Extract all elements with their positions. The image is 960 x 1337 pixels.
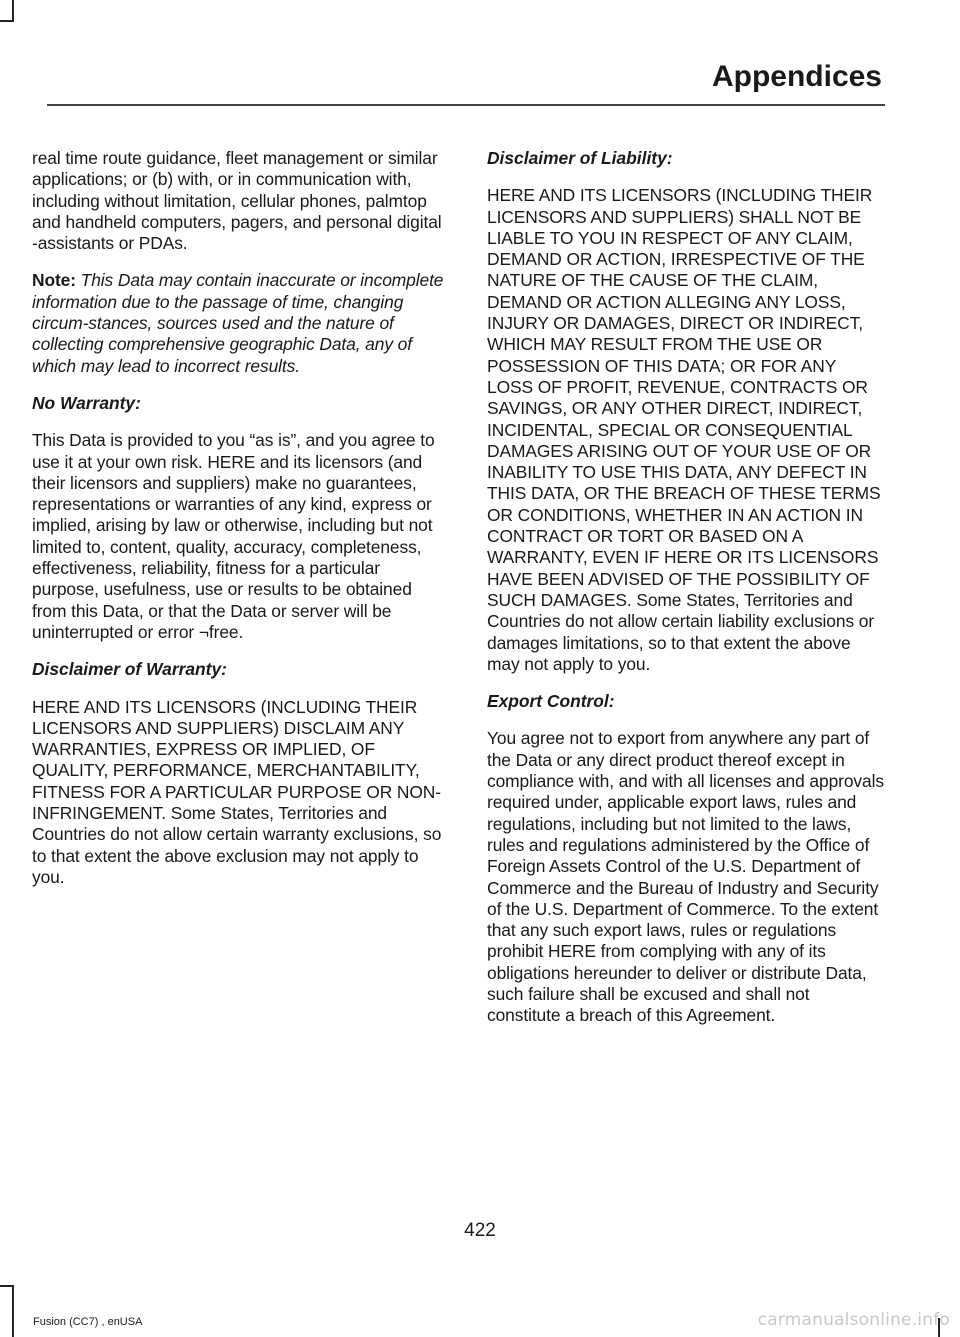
- no-warranty-text: This Data is provided to you “as is”, and you agree to use it at your own risk. HERE and its licensors (and their licensors and suppliers) make no guarantees, representations or warranties of any kind, express or implied, arising by law or otherwise, including but not limited to, content, quality, accuracy, completeness, effectiveness, reliability, fitness for a particular purpose, usefulness, use or results to be obtained from this Data, or that the Data or server will be uninterrupted or error ¬free.: [32, 430, 435, 642]
- watermark: carmanualsonline.info: [757, 1310, 950, 1330]
- note-paragraph: [32, 270, 448, 376]
- header-divider: [47, 104, 885, 106]
- note-label: Note:: [32, 270, 76, 291]
- crop-mark-bottom-left-vertical: [12, 1285, 14, 1337]
- right-column: [487, 148, 884, 1038]
- disclaimer-liability-text: HERE AND ITS LICENSORS (INCLUDING THEIR LICENSORS AND SUPPLIERS) SHALL NOT BE LIABLE TO YOU IN RESPECT OF ANY CLAIM, DEMAND OR ACTION, IRRESPECTIVE OF THE NATURE OF THE CAUSE OF THE CLAIM, DEMAND OR ACTION ALLEGING ANY LOSS, INJURY OR DAMAGES, DIRECT OR INDIRECT, WHICH MAY RESULT FROM THE USE OR POSSESSION OF THIS DATA; OR FOR ANY LOSS OF PROFIT, REVENUE, CONTRACTS OR SAVINGS, OR ANY OTHER DIRECT, INDIRECT, INCIDENTAL, SPECIAL OR CONSEQUENTIAL DAMAGES ARISING OUT OF YOUR USE OF OR INABILITY TO USE THIS DATA, ANY DEFECT IN THIS DATA, OR THE BREACH OF THESE TERMS OR CONDITIONS, WHETHER IN AN ACTION IN CONTRACT OR TORT OR BASED ON A WARRANTY, EVEN IF HERE OR ITS LICENSORS HAVE BEEN ADVISED OF THE POSSIBILITY OF SUCH DAMAGES. Some States, Territories and Countries do not allow certain liability exclusions or damages limitations, so to that extent the above may not apply to you.: [487, 185, 881, 674]
- page-title: Appendices: [711, 60, 882, 93]
- page-number: 422: [464, 1220, 496, 1241]
- intro-paragraph: real time route guidance, fleet management or similar applications; or (b) with, or in communication with, including without limitation, cellular phones, palmtop and handheld computers, pagers, and personal digital -assistants or PDAs.: [32, 148, 442, 254]
- crop-mark-top-left-vertical: [12, 0, 14, 22]
- no-warranty-heading: No Warranty:: [32, 392, 141, 413]
- export-control-heading: Export Control:: [487, 691, 615, 712]
- disclaimer-liability-heading: Disclaimer of Liability:: [487, 148, 673, 168]
- disclaimer-warranty-text: HERE AND ITS LICENSORS (INCLUDING THEIR LICENSORS AND SUPPLIERS) DISCLAIM ANY WARRANTIES, EXPRESS OR IMPLIED, OF QUALITY, PERFORMANCE, MERCHANTABILITY, FITNESS FOR A PARTICULAR PURPOSE OR NON-INFRINGEMENT. Some States, Territories and Countries do not allow certain warranty exclusions, so to that extent the above exclusion may not apply to you.: [32, 696, 442, 887]
- crop-mark-top-left-horizontal: [0, 20, 14, 22]
- note-text: This Data may contain inaccurate or incomplete information due to the passage of time, changing circum-stances, sources used and the nature of collecting comprehensive geographic Data, any of which may lead to incorrect results.: [32, 270, 444, 376]
- footer-label: Fusion (CC7) , enUSA: [33, 1316, 143, 1328]
- crop-mark-bottom-left-horizontal: [0, 1285, 14, 1287]
- disclaimer-warranty-heading: Disclaimer of Warranty:: [32, 659, 227, 680]
- left-column: [32, 148, 448, 899]
- export-control-text: You agree not to export from anywhere any part of the Data or any direct product thereof except in compliance with, and with all licenses and approvals required under, applicable export laws, rules and regulations, including but not limited to the laws, rules and regulations administered by the Office of Foreign Assets Control of the U.S. Department of Commerce and the Bureau of Industry and Security of the U.S. Department of Commerce. To the extent that any such export laws, rules or regulations prohibit HERE from complying with any of its obligations hereunder to deliver or distribute Data, such failure shall be excused and shall not constitute a breach of this Agreement.: [487, 728, 884, 1026]
